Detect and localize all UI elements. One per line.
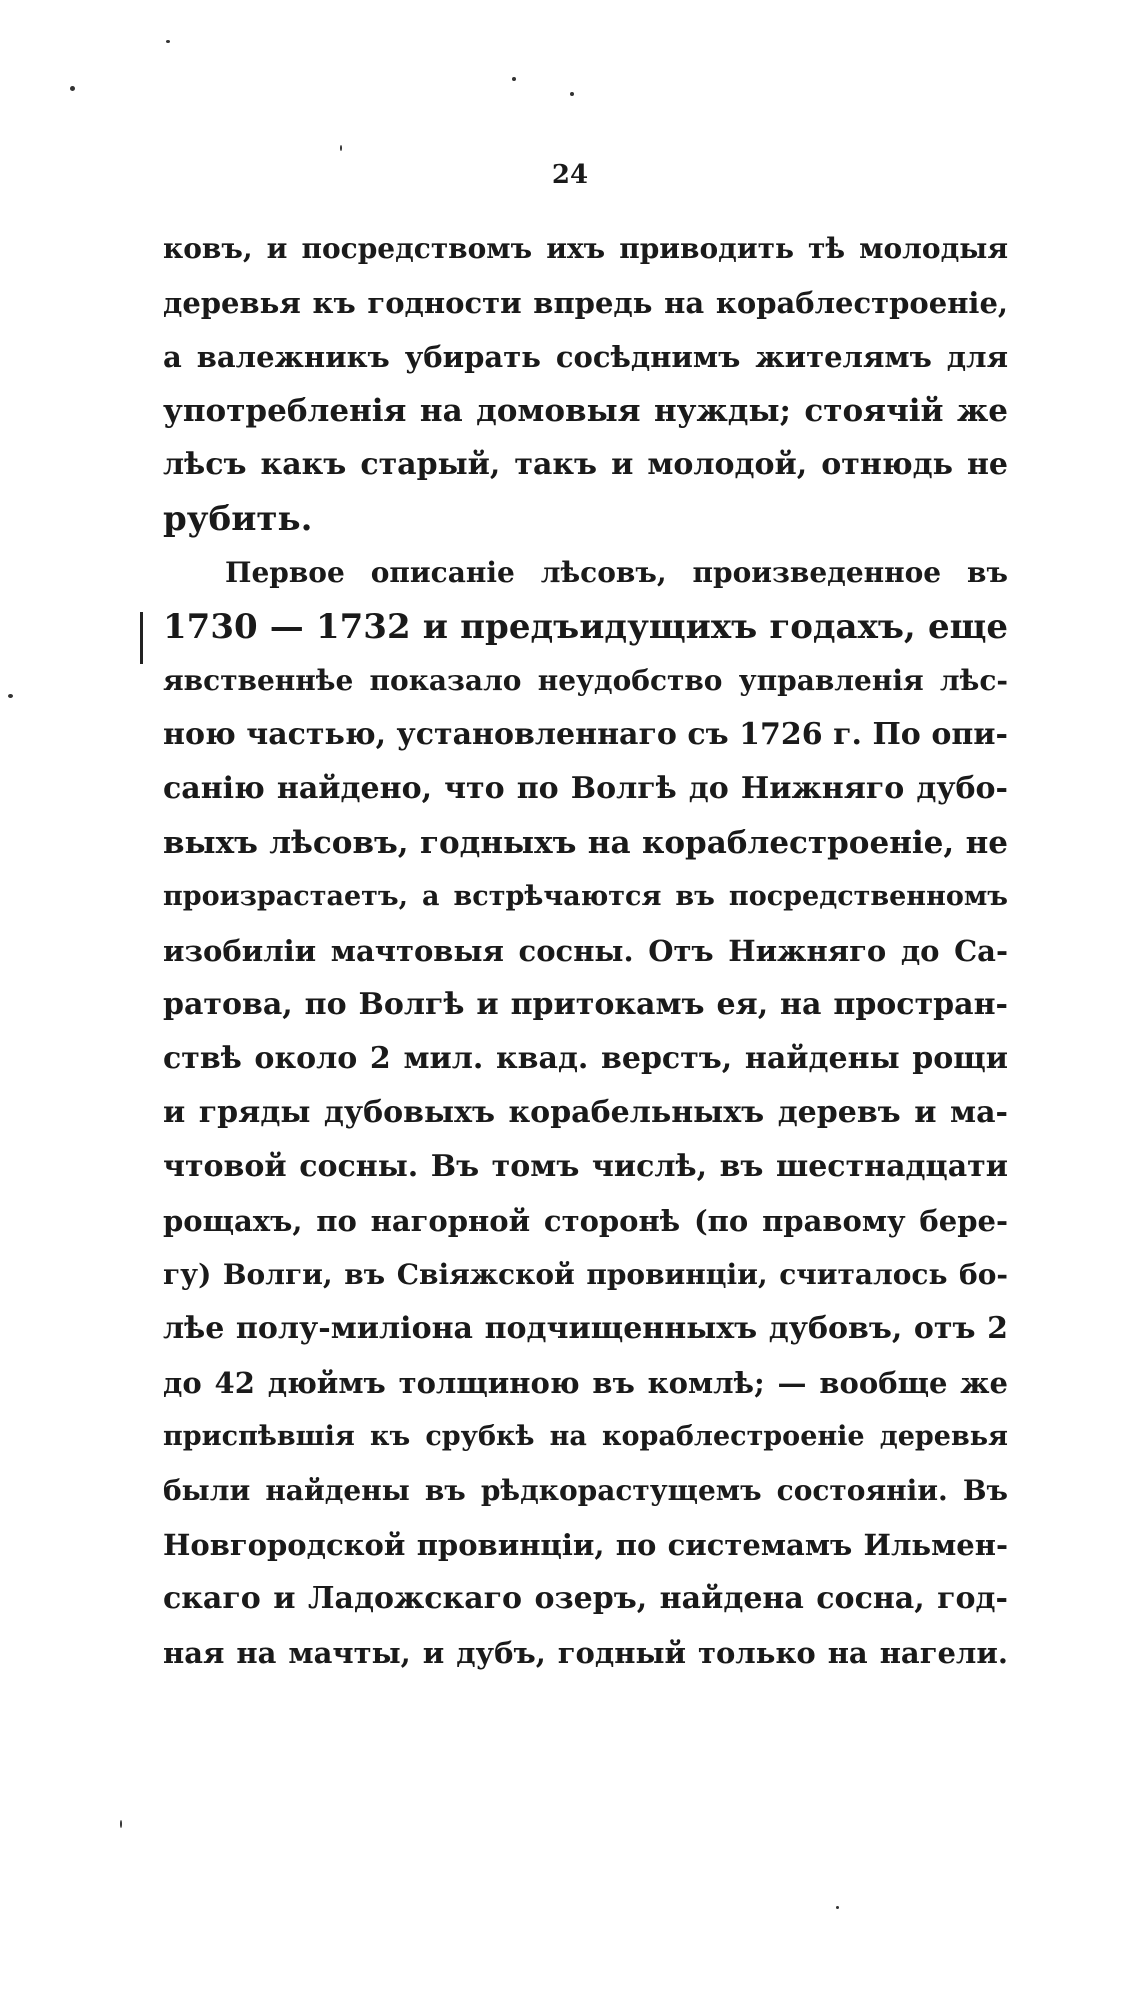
- text-line: ная на мачты, и дубъ, годный только на нагели.: [163, 1636, 1008, 1670]
- text-line: до 42 дюймъ толщиною въ комлѣ; — вообще же: [163, 1366, 1008, 1400]
- speck: [70, 86, 75, 91]
- text-line: выхъ лѣсовъ, годныхъ на кораблестроеніе, не: [163, 825, 1008, 861]
- speck: [120, 1820, 122, 1828]
- text-line: изобиліи мачтовыя сосны. Отъ Нижняго до Са-: [163, 934, 1008, 968]
- text-line: приспѣвшія къ срубкѣ на кораблестроеніе деревья: [163, 1421, 1008, 1452]
- text-line: рощахъ, по нагорной сторонѣ (по правому бере-: [163, 1204, 1008, 1238]
- text-line: Первое описаніе лѣсовъ, произведенное въ: [225, 556, 1008, 589]
- text-line: чтовой сосны. Въ томъ числѣ, въ шестнадцати: [163, 1149, 1008, 1184]
- speck: [512, 77, 516, 81]
- page-number: 24: [551, 160, 589, 190]
- text-line: Новгородской провинціи, по системамъ Ильмен-: [163, 1528, 1008, 1562]
- speck: [166, 40, 170, 43]
- text-line: явственнѣе показало неудобство управленія лѣс-: [163, 664, 1008, 697]
- margin-mark: [140, 612, 143, 664]
- speck: [340, 145, 342, 151]
- speck: [8, 694, 13, 698]
- text-line: скаго и Ладожскаго озеръ, найдена сосна, год-: [163, 1581, 1008, 1616]
- text-line: ною частью, установленнаго съ 1726 г. По опи-: [163, 717, 1008, 752]
- text-line: санію найдено, что по Волгѣ до Нижняго дубо-: [163, 771, 1008, 806]
- text-line: и гряды дубовыхъ корабельныхъ деревъ и ма-: [163, 1095, 1008, 1130]
- text-line: лѣе полу-миліона подчищенныхъ дубовъ, отъ 2: [163, 1311, 1008, 1346]
- text-line: употребленія на домовыя нужды; стоячій же: [163, 393, 1008, 429]
- text-line: а валежникъ убирать сосѣднимъ жителямъ для: [163, 340, 1008, 374]
- text-line: были найдены въ рѣдкорастущемъ состояніи. Въ: [163, 1474, 1008, 1507]
- speck: [836, 1906, 839, 1909]
- speck: [570, 92, 574, 96]
- text-line: деревья къ годности впредь на кораблестроеніе,: [163, 286, 1008, 320]
- text-line: произрастаетъ, а встрѣчаются въ посредственномъ: [163, 881, 1008, 912]
- text-line: 1730 — 1732 и предъидущихъ годахъ, еще: [163, 607, 1008, 647]
- text-line: ствѣ около 2 мил. квад. верстъ, найдены рощи: [163, 1041, 1008, 1076]
- text-line: ковъ, и посредствомъ ихъ приводить тѣ молодыя: [163, 232, 1008, 265]
- text-line: гу) Волги, въ Свіяжской провинціи, считалось бо-: [163, 1258, 1008, 1291]
- text-line: лѣсъ какъ старый, такъ и молодой, отнюдь не: [163, 447, 1008, 482]
- text-line: ратова, по Волгѣ и притокамъ ея, на простран-: [163, 987, 1008, 1022]
- body-text: [163, 222, 1008, 1680]
- text-line: рубить.: [163, 499, 313, 539]
